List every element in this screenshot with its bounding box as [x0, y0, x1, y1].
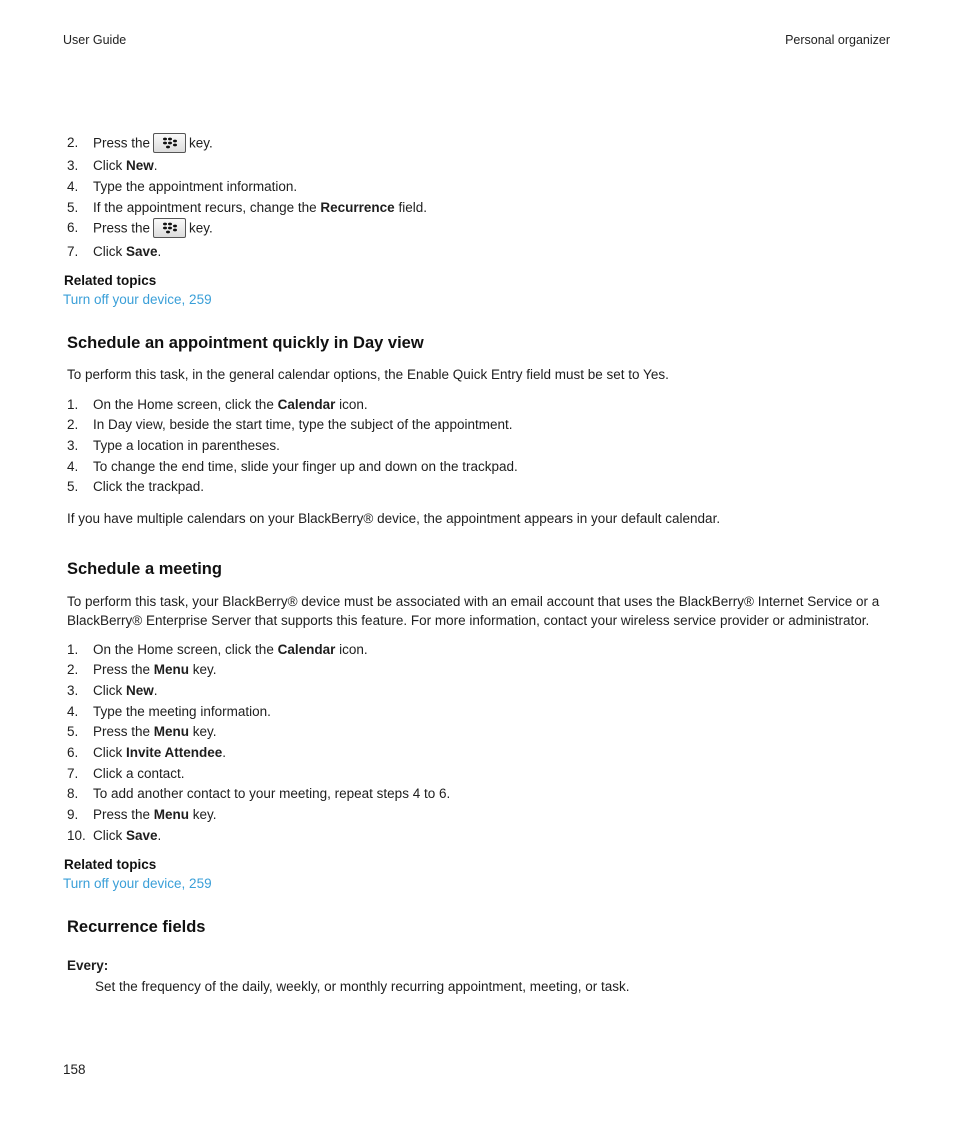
field-term: Every: [67, 958, 109, 973]
header-doc-title: User Guide [63, 33, 127, 47]
related-topics-heading: Related topics [64, 273, 157, 288]
section-intro-line: To perform this task, your BlackBerry® device must be associated with an email account that uses the BlackBerry® Internet Service or a [67, 594, 880, 609]
section-heading: Schedule a meeting [67, 560, 222, 578]
section-intro: To perform this task, in the general calendar options, the Enable Quick Entry field must be set to Yes. [67, 367, 669, 382]
section-note: If you have multiple calendars on your BlackBerry® device, the appointment appears in your default calendar. [67, 511, 721, 526]
section-heading: Recurrence fields [67, 918, 206, 936]
related-topic-link[interactable]: Turn off your device, 259 [63, 292, 212, 307]
section-heading: Schedule an appointment quickly in Day view [67, 334, 424, 352]
field-definition: Set the frequency of the daily, weekly, or monthly recurring appointment, meeting, or task. [95, 979, 630, 994]
section-intro-line: BlackBerry® Enterprise Server that supports this feature. For more information, contact your wireless service provider or administrator. [67, 613, 870, 628]
blackberry-menu-key-icon [153, 218, 186, 238]
header-section-title: Personal organizer [785, 33, 890, 47]
related-topics-heading: Related topics [64, 857, 157, 872]
page-number: 158 [63, 1062, 86, 1077]
blackberry-menu-key-icon [153, 133, 186, 153]
related-topic-link[interactable]: Turn off your device, 259 [63, 876, 212, 891]
